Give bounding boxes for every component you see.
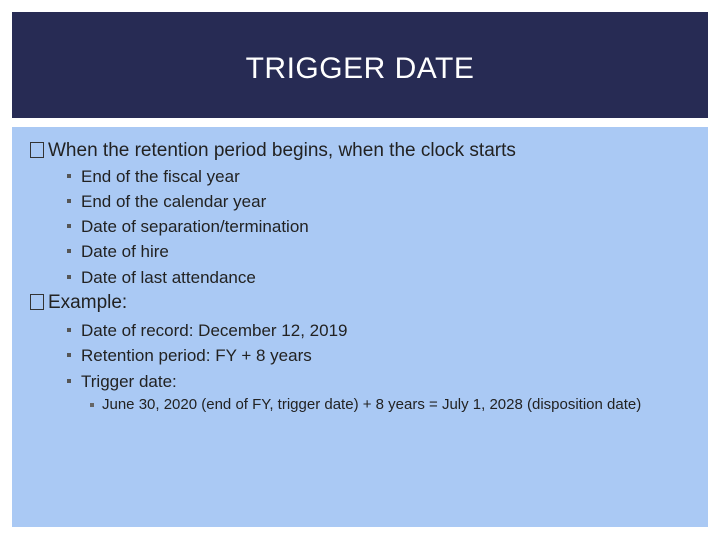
- square-bullet-icon: [67, 199, 71, 203]
- list-item: End of the fiscal year: [67, 167, 240, 187]
- bullet-example-text: Example:: [48, 292, 128, 313]
- trigger-detail-text: June 30, 2020 (end of FY, trigger date) + 8 years = July 1, 2028 (disposition date): [102, 396, 642, 413]
- content-panel: [12, 127, 708, 527]
- list-item: Date of record: December 12, 2019: [67, 321, 347, 341]
- list-item: Date of last attendance: [67, 268, 256, 288]
- slide-title: TRIGGER DATE: [245, 52, 475, 85]
- list-item: Date of separation/termination: [67, 217, 309, 237]
- list-item: Trigger date:: [67, 372, 177, 392]
- square-bullet-icon: [67, 249, 71, 253]
- list-item: Retention period: FY + 8 years: [67, 346, 312, 366]
- list-item: Date of hire: [67, 242, 169, 262]
- square-bullet-icon: [67, 224, 71, 228]
- bullet-when: [30, 140, 516, 162]
- square-bullet-icon: [67, 379, 71, 383]
- missing-glyph-icon: [30, 142, 44, 158]
- missing-glyph-icon: [30, 294, 44, 310]
- square-bullet-icon: [67, 174, 71, 178]
- bullet-when-text: When the retention period begins, when the clock starts: [48, 140, 516, 161]
- square-bullet-icon: [90, 403, 94, 407]
- trigger-detail: [90, 395, 680, 415]
- square-bullet-icon: [67, 275, 71, 279]
- square-bullet-icon: [67, 353, 71, 357]
- bullet-example: [30, 292, 127, 314]
- title-bar: [12, 12, 708, 118]
- square-bullet-icon: [67, 328, 71, 332]
- list-item: End of the calendar year: [67, 192, 266, 212]
